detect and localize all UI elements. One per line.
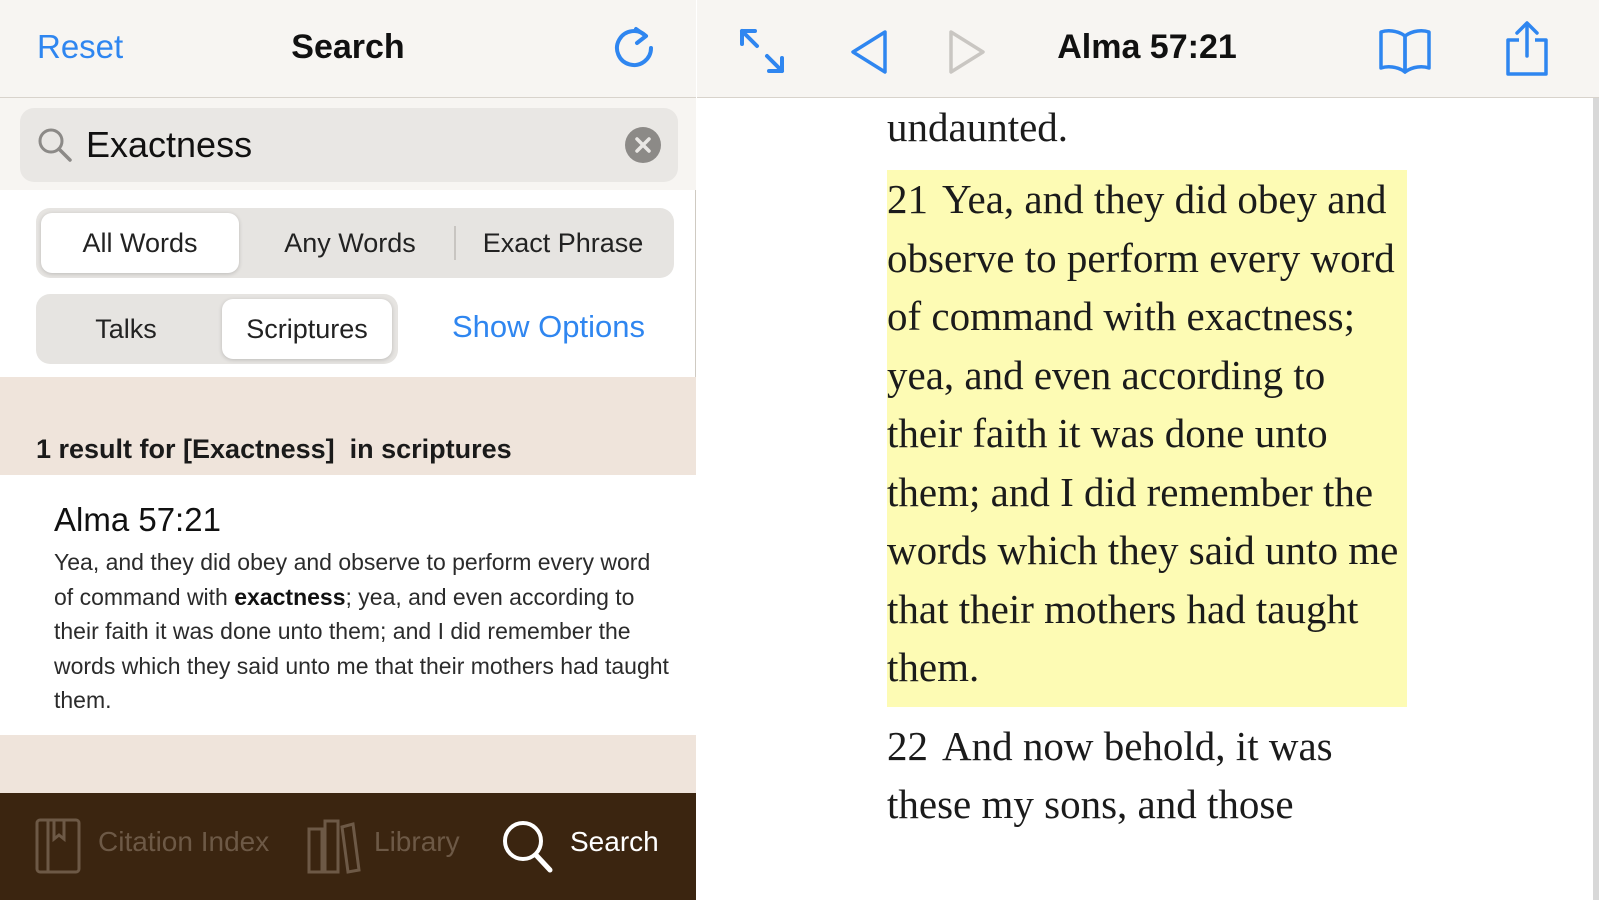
verse-text: Yea, and they did obey and observe to perform every word of command with exactness; yea, and even according to their faith it was done unto them; and I did remember the words which they said unto me that their mothers had taught them. — [887, 176, 1399, 690]
segment-exact-phrase[interactable]: Exact Phrase — [482, 228, 644, 258]
tab-library[interactable] — [306, 793, 476, 900]
segment-divider — [454, 226, 456, 260]
forward-arrow-icon[interactable] — [945, 28, 989, 81]
back-arrow-icon[interactable] — [847, 28, 891, 81]
reader-nav-bar — [697, 0, 1599, 98]
segment-any-words[interactable]: Any Words — [284, 228, 416, 258]
segment-all-words[interactable]: All Words — [41, 213, 239, 273]
previous-verse-tail: undaunted. — [887, 104, 1069, 150]
tab-search[interactable] — [500, 793, 680, 900]
reset-button[interactable]: Reset — [37, 28, 124, 65]
segment-talks[interactable]: Talks — [95, 314, 157, 344]
library-icon — [306, 817, 362, 880]
search-box[interactable] — [20, 108, 678, 182]
scrollbar[interactable] — [1593, 98, 1599, 900]
book-icon[interactable] — [1377, 26, 1433, 79]
tab-label: Library — [374, 826, 460, 857]
segment-scriptures[interactable]: Scriptures — [222, 299, 392, 359]
result-reference: Alma 57:21 — [54, 501, 221, 538]
results-spacer — [0, 735, 696, 793]
expand-icon[interactable] — [737, 26, 787, 81]
results-count: 1 result for [Exactness] in scriptures — [36, 434, 512, 464]
share-icon[interactable] — [1502, 20, 1552, 83]
magnifier-icon — [36, 126, 74, 164]
reader-title: Alma 57:21 — [1057, 28, 1237, 66]
search-input[interactable] — [86, 120, 626, 170]
verse-number: 21 — [887, 176, 928, 222]
search-area — [0, 98, 696, 190]
source-segment — [36, 294, 398, 364]
search-pane — [0, 0, 696, 900]
refresh-icon[interactable] — [608, 22, 660, 74]
next-verse[interactable] — [887, 717, 1407, 834]
citation-index-icon — [34, 817, 82, 880]
results-header — [0, 377, 696, 475]
clear-search-icon[interactable] — [625, 127, 661, 163]
result-item[interactable] — [0, 475, 696, 735]
show-options-link[interactable]: Show Options — [452, 309, 645, 344]
verse-number: 22 — [887, 722, 928, 769]
search-title: Search — [291, 28, 405, 66]
tab-label: Citation Index — [98, 826, 270, 857]
tab-citation-index[interactable] — [34, 793, 284, 900]
result-match-term: exactness — [234, 583, 346, 610]
tab-label: Search — [570, 826, 659, 857]
verse-text: And now behold, it was these my sons, and those — [887, 722, 1333, 827]
highlighted-verse[interactable] — [887, 170, 1407, 707]
search-icon — [500, 817, 556, 880]
tab-bar — [0, 793, 696, 900]
match-mode-segment — [36, 208, 674, 278]
search-nav-bar — [0, 0, 696, 98]
scripture-text — [887, 98, 1407, 834]
result-snippet: Yea, and they did obey and observe to perform every word of command with exactness; yea, and even according to their faith it was done unto them; and I did remember the words which they said unto me that their mothers had taught them. — [54, 549, 669, 713]
reader-pane — [697, 0, 1599, 900]
